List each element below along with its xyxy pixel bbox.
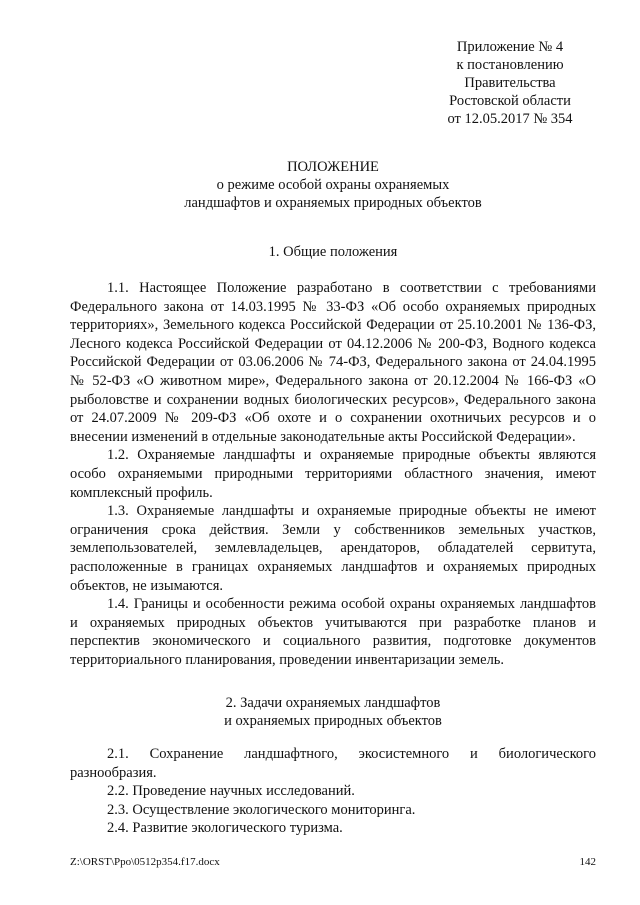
section-2-heading-line: 2. Задачи охраняемых ландшафтов: [225, 695, 441, 711]
document-title: [70, 158, 596, 212]
paragraph-2-4: 2.4. Развитие экологического туризма.: [107, 820, 343, 837]
section-2-heading: [70, 694, 596, 730]
title-main: ПОЛОЖЕНИЕ: [287, 159, 379, 175]
paragraph-1-4: 1.4. Границы и особенности режима особой охраны охраняемых ландшафтов и охраняемых природных объектов учитываются при разработке планов и перспектив экономического и социального развития, подготовке документов территориального планирования, проведении инвентаризации земель.: [70, 596, 596, 668]
section-2-heading-line: и охраняемых природных объектов: [224, 713, 442, 729]
appendix-block: [420, 38, 600, 128]
appendix-line: от 12.05.2017 № 354: [447, 111, 573, 127]
section-1-body: [70, 279, 596, 669]
appendix-line: Ростовской области: [449, 93, 571, 109]
footer-page-number: 142: [579, 856, 596, 868]
paragraph-2-3: 2.3. Осуществление экологического мониторинга.: [107, 801, 416, 818]
title-line: ландшафтов и охраняемых природных объектов: [184, 195, 482, 211]
section-2-body: [70, 745, 596, 838]
appendix-line: Правительства: [464, 75, 556, 91]
paragraph-1-1: 1.1. Настоящее Положение разработано в соответствии с требованиями Федерального закона от 14.03.1995 № 33-ФЗ «Об особо охраняемых природных территориях», Земельного кодекса Российской Федерации от 25.10.2001 № 136-ФЗ, Лесного кодекса Российской Федерации от 04.12.2006 № 200-ФЗ, Водного кодекса Российской Федерации от 03.06.2006 № 74-ФЗ, Федерального закона от 24.04.1995 № 52-ФЗ «О животном мире», Федерального закона от 20.12.2004 № 166-ФЗ «О рыболовстве и сохранении водных биологических ресурсов», Федерального закона от 24.07.2009 № 209-ФЗ «Об охоте и о сохранении охотничьих ресурсов и о внесении изменений в отдельные законодательные акты Российской Федерации».: [70, 280, 596, 445]
appendix-line: к постановлению: [456, 57, 564, 73]
paragraph-1-2: 1.2. Охраняемые ландшафты и охраняемые природные объекты являются особо охраняемыми природными территориями областного значения, имеют комплексный профиль.: [70, 447, 596, 501]
paragraph-2-1: 2.1. Сохранение ландшафтного, экосистемного и биологического разнообразия.: [70, 746, 596, 781]
appendix-line: Приложение № 4: [456, 39, 564, 55]
title-line: о режиме особой охраны охраняемых: [216, 177, 450, 193]
footer-file-path: Z:\ORST\Ppo\0512p354.f17.docx: [70, 856, 220, 868]
paragraph-2-2: 2.2. Проведение научных исследований.: [107, 783, 355, 800]
paragraph-1-3: 1.3. Охраняемые ландшафты и охраняемые природные объекты не имеют ограничения срока действия. Земли у собственников земельных участков, землепользователей, землевладельцев, арендаторов, обладателей сервитута, расположенные в границах охраняемых ландшафтов и охраняемых природных объектов, не изымаются.: [70, 503, 596, 594]
section-1-heading: 1. Общие положения: [268, 244, 398, 260]
